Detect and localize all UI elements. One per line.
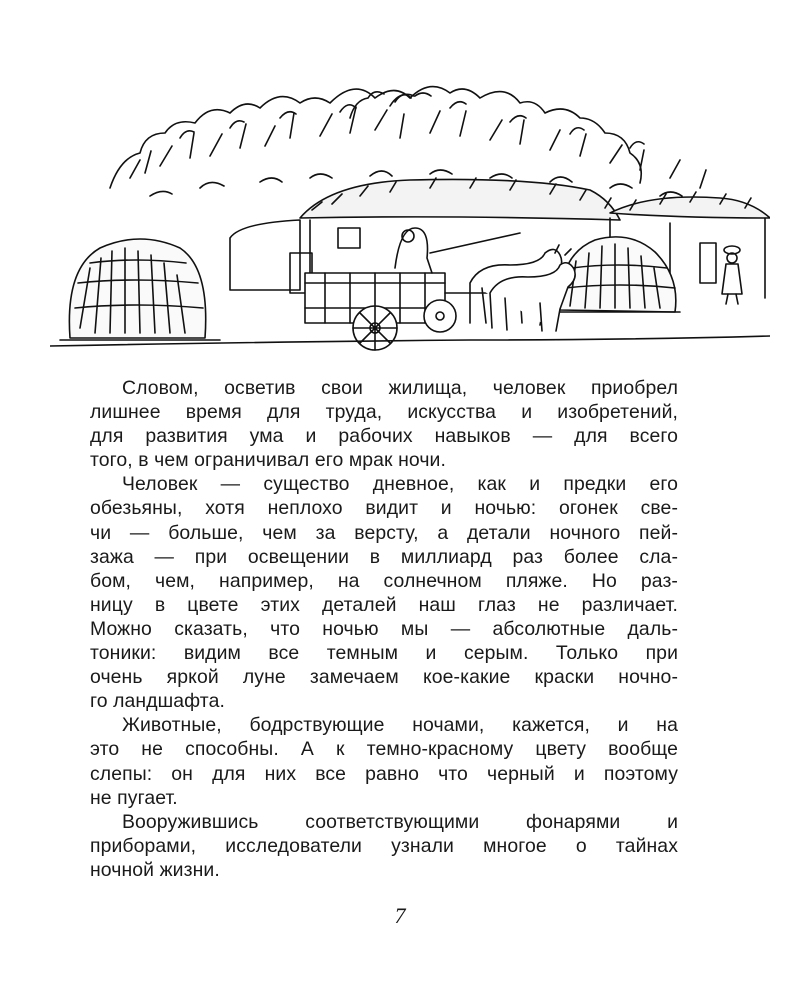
text-line: слепы: он для них все равно что черный и поэтому: [90, 762, 678, 785]
text-line: приборами, исследователи узнали многое о тайнах: [90, 834, 678, 857]
text-line: того, в чем ограничивал его мрак ночи.: [90, 449, 446, 472]
paragraph-1: [90, 376, 678, 472]
body-text: [90, 376, 678, 882]
text-line: это не способны. А к темно-красному цвету вообще: [90, 738, 678, 761]
text-line: не пугает.: [90, 786, 178, 809]
paragraph-4: [90, 810, 678, 882]
paragraph-2: [90, 472, 678, 713]
text-line: лишнее время для труда, искусства и изобретений,: [90, 401, 678, 424]
oxen: [470, 245, 575, 331]
text-line: Животные, бодрствующие ночами, кажется, и на: [122, 714, 678, 737]
text-line: обезьяны, хотя неплохо видит и ночью: огонек све-: [90, 497, 678, 520]
text-line: Человек — существо дневное, как и предки его: [122, 473, 678, 496]
text-line: чи — больше, чем за версту, а детали ночного пей-: [90, 521, 678, 544]
text-line: ночной жизни.: [90, 858, 220, 881]
paragraph-3: [90, 713, 678, 809]
text-line: зажа — при освещении в миллиард раз более сла-: [90, 545, 678, 568]
text-line: Можно сказать, что ночью мы — абсолютные даль-: [90, 617, 678, 640]
text-line: Словом, осветив свои жилища, человек приобрел: [122, 377, 678, 399]
woman-figure: [722, 246, 742, 304]
village-with-ox-cart-illustration: [50, 78, 770, 358]
page-number: 7: [394, 903, 406, 928]
text-line: Вооружившись соответствующими фонарями и: [122, 810, 678, 833]
text-line: для развития ума и рабочих навыков — для всего: [90, 425, 678, 448]
text-line: го ландшафта.: [90, 690, 225, 713]
village-illustration: [50, 78, 770, 358]
text-line: бом, чем, например, на солнечном пляже. Но раз-: [90, 569, 678, 592]
text-line: ницу в цвете этих деталей наш глаз не различает.: [90, 593, 678, 616]
text-line: очень яркой луне замечаем кое-какие краски ночно-: [90, 666, 678, 689]
text-line: тоники: видим все темным и серым. Только при: [90, 642, 678, 665]
left-haystack-hut: [60, 239, 220, 340]
